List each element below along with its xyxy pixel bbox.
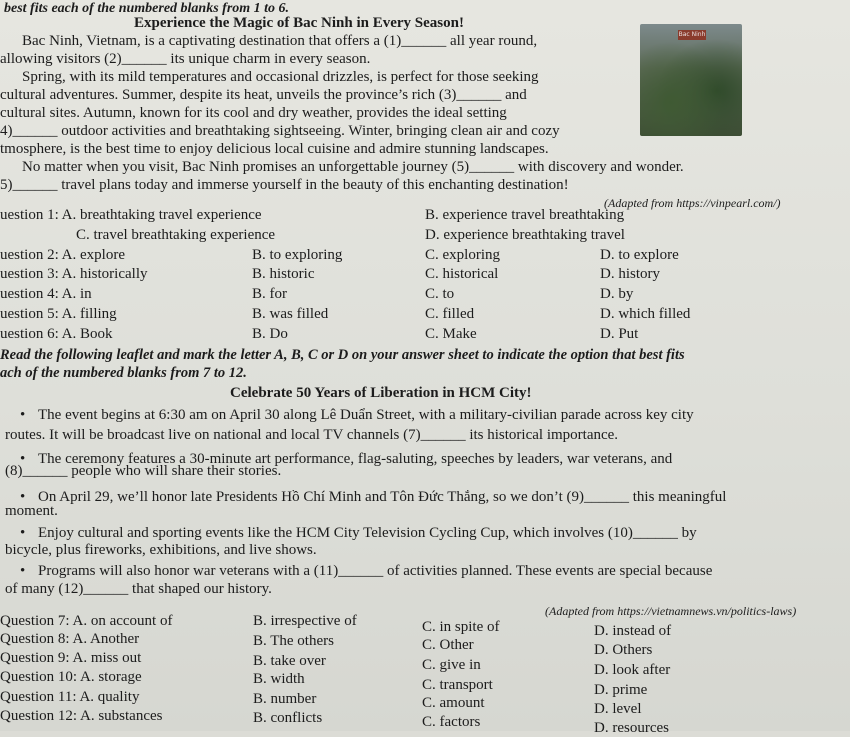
photo-label: Bac Ninh <box>678 31 706 38</box>
question-4: uestion 4: A. in <box>0 286 92 302</box>
question-8: Question 8: A. Another <box>0 631 140 647</box>
question-8-option-d: D. Others <box>594 642 653 658</box>
passage1-line: Spring, with its mild temperatures and occasional drizzles, is perfect for those seeking <box>22 69 539 85</box>
instruction-2-line1: Read the following leaflet and mark the letter A, B, C or D on your answer sheet to indicate the option that best fits <box>0 347 685 363</box>
question-5-option-d: D. which filled <box>600 306 691 322</box>
question-9: Question 9: A. miss out <box>0 650 142 666</box>
passage2-title: Celebrate 50 Years of Liberation in HCM City! <box>230 385 532 401</box>
question-1-option-b: B. experience travel breathtaking <box>425 207 625 223</box>
leaflet-line: (8)______ people who will share their stories. <box>5 463 282 479</box>
question-3-option-d: D. history <box>600 266 660 282</box>
passage1-line: 5)______ travel plans today and immerse yourself in the beauty of this enchanting destination! <box>0 177 569 193</box>
question-7-option-d: D. instead of <box>594 623 672 639</box>
question-4-option-d: D. by <box>600 286 634 302</box>
question-8-option-c: C. Other <box>422 637 474 653</box>
question-10-option-d: D. prime <box>594 682 648 698</box>
question-1-option-d: D. experience breathtaking travel <box>425 227 625 243</box>
question-7-option-b: B. irrespective of <box>253 613 357 629</box>
question-2-option-d: D. to explore <box>600 247 679 263</box>
question-6: uestion 6: A. Book <box>0 326 113 342</box>
question-5: uestion 5: A. filling <box>0 306 117 322</box>
question-6-option-b: B. Do <box>252 326 288 342</box>
question-2: uestion 2: A. explore <box>0 247 125 263</box>
leaflet-bullet-4: • Enjoy cultural and sporting events like the HCM City Television Cycling Cup, which involves (10)______ by <box>38 524 697 542</box>
question-7-option-c: C. in spite of <box>422 619 500 635</box>
question-12-option-c: C. factors <box>422 714 481 730</box>
question-7: Question 7: A. on account of <box>0 613 173 629</box>
question-4-option-c: C. to <box>425 286 455 302</box>
question-11-option-c: C. amount <box>422 695 485 711</box>
passage1-source: (Adapted from https://vinpearl.com/) <box>604 196 781 210</box>
question-9-option-c: C. give in <box>422 657 481 673</box>
passage1-line: Bac Ninh, Vietnam, is a captivating destination that offers a (1)______ all year round, <box>22 33 538 49</box>
passage1-line: No matter when you visit, Bac Ninh promises an unforgettable journey (5)______ with discovery and wonder. <box>22 159 684 175</box>
question-2-option-c: C. exploring <box>425 247 500 263</box>
question-8-option-b: B. The others <box>253 633 334 649</box>
leaflet-line: moment. <box>5 503 58 519</box>
header-instruction: best fits each of the numbered blanks from 1 to 6. <box>4 1 290 16</box>
question-10-option-c: C. transport <box>422 677 493 693</box>
passage1-line: cultural adventures. Summer, despite its heat, unveils the province’s rich (3)______ and <box>0 87 527 103</box>
passage1-line: tmosphere, is the best time to enjoy delicious local cuisine and admire stunning landscapes. <box>0 141 549 157</box>
question-12: Question 12: A. substances <box>0 708 163 724</box>
passage1-line: cultural sites. Autumn, known for its cool and dry weather, provides the ideal setting <box>0 105 507 121</box>
question-3-option-c: C. historical <box>425 266 499 282</box>
question-6-option-d: D. Put <box>600 326 639 342</box>
leaflet-line: bicycle, plus fireworks, exhibitions, and live shows. <box>5 542 317 558</box>
question-10: Question 10: A. storage <box>0 669 142 685</box>
passage1-title: Experience the Magic of Bac Ninh in Every Season! <box>134 15 464 31</box>
bac-ninh-photo <box>640 24 742 136</box>
question-6-option-c: C. Make <box>425 326 477 342</box>
question-12-option-d: D. resources <box>594 720 669 736</box>
question-11: Question 11: A. quality <box>0 689 140 705</box>
instruction-2-line2: ach of the numbered blanks from 7 to 12. <box>0 365 247 381</box>
leaflet-bullet-1: • The event begins at 6:30 am on April 30 along Lê Duẩn Street, with a military-civilian parade across key city <box>38 406 694 424</box>
leaflet-bullet-2: • The ceremony features a 30-minute art performance, flag-saluting, speeches by leaders, war veterans, and <box>38 450 672 468</box>
passage1-line: allowing visitors (2)______ its unique charm in every season. <box>0 51 371 67</box>
question-11-option-d: D. level <box>594 701 642 717</box>
question-5-option-c: C. filled <box>425 306 475 322</box>
question-9-option-b: B. take over <box>253 653 326 669</box>
question-3: uestion 3: A. historically <box>0 266 148 282</box>
leaflet-line: of many (12)______ that shaped our history. <box>5 581 272 597</box>
question-9-option-d: D. look after <box>594 662 671 678</box>
leaflet-line: routes. It will be broadcast live on national and local TV channels (7)______ its historical importance. <box>5 427 619 443</box>
question-4-option-b: B. for <box>252 286 287 302</box>
question-2-option-b: B. to exploring <box>252 247 343 263</box>
passage1-line: 4)______ outdoor activities and breathtaking sightseeing. Winter, bringing clean air and cozy <box>0 123 560 139</box>
question-12-option-b: B. conflicts <box>253 710 323 726</box>
question-1-option-c: C. travel breathtaking experience <box>76 227 276 243</box>
question-10-option-b: B. width <box>253 671 305 687</box>
question-11-option-b: B. number <box>253 691 317 707</box>
passage2-source: (Adapted from https://vietnamnews.vn/politics-laws) <box>545 604 797 618</box>
leaflet-bullet-5: • Programs will also honor war veterans with a (11)______ of activities planned. These events are special because <box>38 562 712 580</box>
question-1: uestion 1: A. breathtaking travel experience <box>0 207 262 223</box>
question-5-option-b: B. was filled <box>252 306 329 322</box>
leaflet-bullet-3: • On April 29, we’ll honor late Presidents Hồ Chí Minh and Tôn Đức Thắng, so we don’t (9)______ this meaningful <box>38 488 726 506</box>
question-3-option-b: B. historic <box>252 266 315 282</box>
